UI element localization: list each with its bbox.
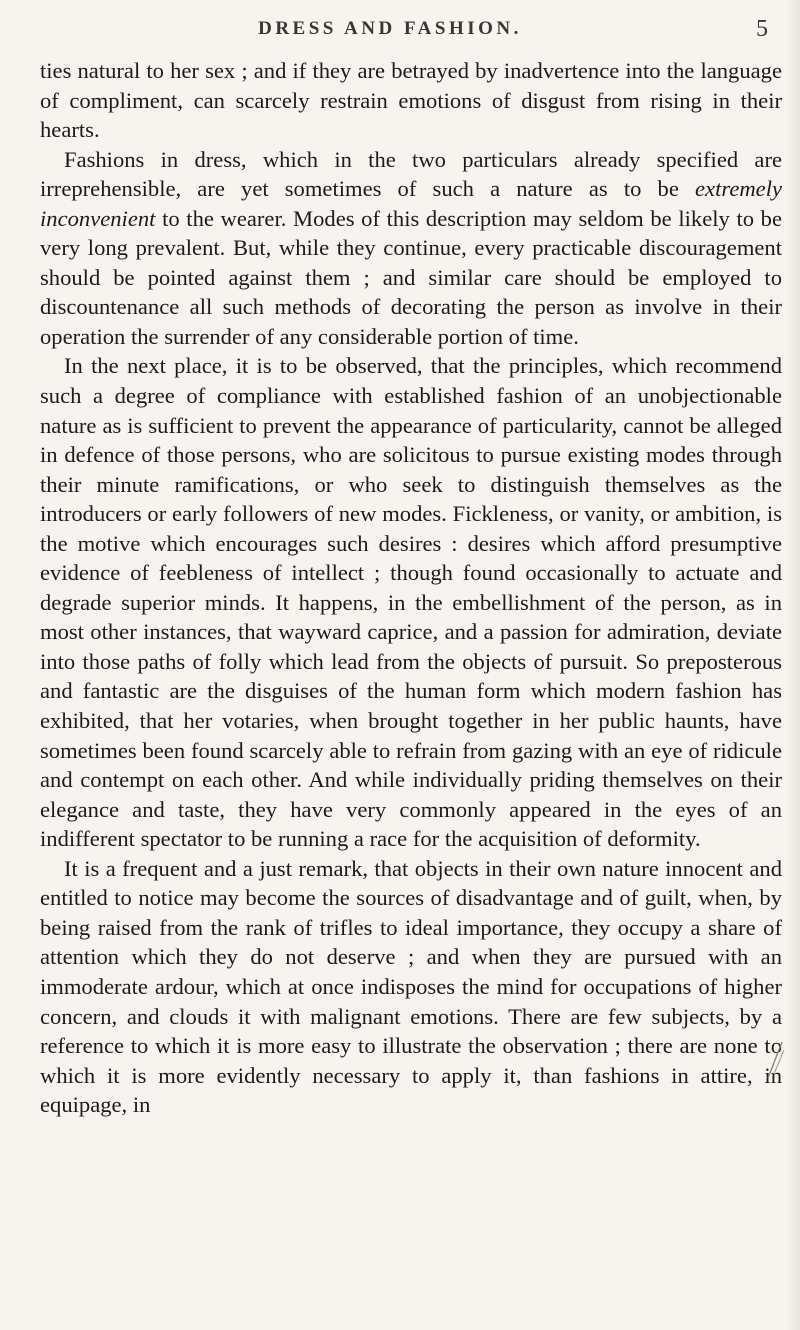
body-text [40,56,782,1120]
paragraph-4-text: It is a frequent and a just remark, that objects in their own nature innocent and entitled to notice may become the sources of disadvantage and of guilt, when, by being raised from the rank of trifles to ideal importance, they occupy a share of attention which they do not deserve ; and when they are pursued with an immoderate ardour, which at once indisposes the mind for occupations of higher concern, and clouds it with malignant emotions. There are few subjects, by a reference to which it is more easy to illustrate the observation ; there are none to which it is more evidently necessary to apply it, than fashions in attire, in equipage, in [40,855,782,1118]
paragraph-2-text-after: to the wearer. Modes of this description may seldom be likely to be very long prevalent. But, while they continue, every practicable discouragement should be pointed against them ; and similar care should be employed to discountenance all such methods of decorating the person as involve in their operation the surrender of any considerable portion of time. [40,205,782,349]
paragraph-2-text-before: Fashions in dress, which in the two particulars already specified are irreprehensible, are yet sometimes of such a nature as to be [40,146,782,202]
paragraph-1 [40,56,782,145]
page-number: 5 [756,16,768,42]
running-title: DRESS AND FASHION. [258,18,522,39]
paragraph-3-text: In the next place, it is to be observed, that the principles, which recommend such a degree of compliance with established fashion of an unobjectionable nature as is sufficient to prevent the appearance of particularity, cannot be alleged in defence of those persons, who are solicitous to pursue existing modes through their minute ramifications, or who seek to distinguish themselves as the introducers or early followers of new modes. Fickleness, or vanity, or ambition, is the motive which encourages such desires : desires which afford presumptive evidence of feebleness of intellect ; though found occasionally to actuate and degrade superior minds. It happens, in the embellishment of the person, as in most other instances, that wayward caprice, and a passion for admiration, deviate into those paths of folly which lead from the objects of pursuit. So preposterous and fantastic are the disguises of the human form which modern fashion has exhibited, that her votaries, when brought together in her public haunts, have sometimes been found scarcely able to refrain from gazing with an eye of ridicule and contempt on each other. And while individually priding themselves on their elegance and taste, they have very commonly appeared in the eyes of an indifferent spectator to be running a race for the acquisition of deformity. [40,353,782,852]
running-head [0,18,800,48]
paragraph-2 [40,145,782,352]
paragraph-4 [40,854,782,1120]
paragraph-2-emphasis: extremely inconvenient [40,176,782,231]
margin-pencil-mark [764,1040,786,1082]
paragraph-1-text: ties natural to her sex ; and if they are betrayed by inadvertence into the language of compliment, can scarcely restrain emotions of disgust from rising in their hearts. [40,58,782,143]
binding-shadow [786,0,800,1330]
paragraph-3 [40,351,782,853]
